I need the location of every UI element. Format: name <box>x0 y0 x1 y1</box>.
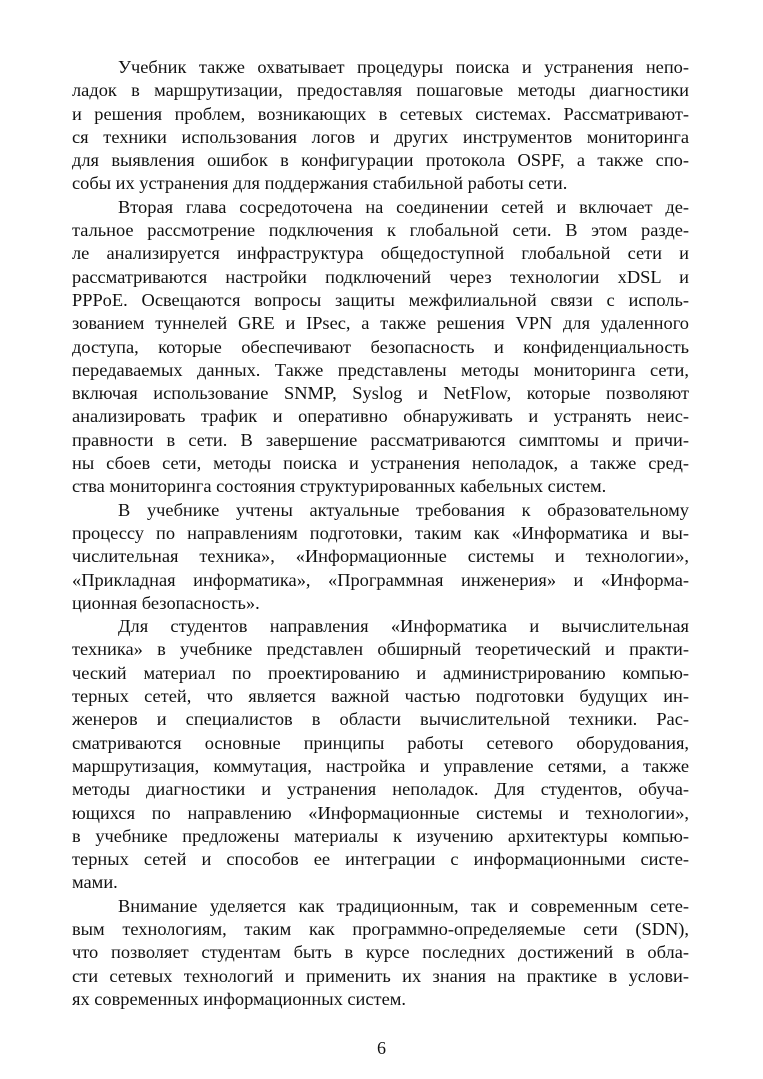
text-line: анализировать трафик и оперативно обнаруживать и устранять неис- <box>72 406 689 427</box>
paragraph-5 <box>72 895 689 1011</box>
text-line: В учебнике учтены актуальные требования к образовательному <box>118 499 689 520</box>
paragraph-1 <box>72 56 689 196</box>
text-line: методы диагностики и устранения неполадок. Для студентов, обуча- <box>72 779 689 800</box>
text-line: терных сетей, что является важной частью подготовки будущих ин- <box>72 686 689 707</box>
paragraph-3 <box>72 499 689 615</box>
text-line: доступа, которые обеспечивают безопасность и конфиденциальность <box>72 336 689 357</box>
page-number: 6 <box>377 1038 386 1058</box>
text-line: Учебник также охватывает процедуры поиска и устранения непо- <box>118 57 689 77</box>
text-line: терных сетей и способов ее интеграции с информационными систе- <box>72 849 689 870</box>
text-line: и решения проблем, возникающих в сетевых системах. Рассматривают- <box>72 103 689 124</box>
text-line: зованием туннелей GRE и IPsec, а также решения VPN для удаленного <box>72 313 689 334</box>
text-line: вым технологиям, таким как программно-определяемые сети (SDN), <box>72 918 689 939</box>
text-line: передаваемых данных. Также представлены методы мониторинга сети, <box>72 359 689 380</box>
text-line: ющихся по направлению «Информационные системы и технологии», <box>72 802 689 823</box>
text-line: мами. <box>72 872 118 893</box>
text-line: ле анализируется инфраструктура общедоступной глобальной сети и <box>72 243 689 264</box>
text-line: женеров и специалистов в области вычислительной техники. Рас- <box>72 709 689 730</box>
text-line: тальное рассмотрение подключения к глобальной сети. В этом разде- <box>72 220 689 241</box>
text-line: Внимание уделяется как традиционным, так и современным сете- <box>118 895 689 916</box>
text-line: для выявления ошибок в конфигурации протокола OSPF, а также спо- <box>72 150 689 171</box>
text-line: что позволяет студентам быть в курсе последних достижений в обла- <box>72 942 689 963</box>
text-line: Для студентов направления «Информатика и вычислительная <box>118 616 689 637</box>
text-line: рассматриваются настройки подключений через технологии xDSL и <box>72 266 689 287</box>
text-line: PPPoE. Освещаются вопросы защиты межфилиальной связи с исполь- <box>72 289 689 310</box>
text-line: в учебнике предложены материалы к изучению архитектуры компью- <box>72 825 689 846</box>
text-line: правности в сети. В завершение рассматриваются симптомы и причи- <box>72 429 689 450</box>
text-line: процессу по направлениям подготовки, таким как «Информатика и вы- <box>72 522 689 543</box>
text-line: маршрутизация, коммутация, настройка и управление сетями, а также <box>72 755 689 776</box>
paragraph-4 <box>72 615 689 895</box>
text-line: собы их устранения для поддержания стабильной работы сети. <box>72 173 568 194</box>
text-line: «Прикладная информатика», «Программная инженерия» и «Информа- <box>72 569 689 590</box>
text-line: числительная техника», «Информационные системы и технологии», <box>72 546 689 567</box>
text-line: сматриваются основные принципы работы сетевого оборудования, <box>72 732 689 753</box>
text-line: включая использование SNMP, Syslog и NetFlow, которые позволяют <box>72 383 689 404</box>
text-line: ны сбоев сети, методы поиска и устранения неполадок, а также сред- <box>72 453 689 474</box>
text-line: ческий материал по проектированию и администрированию компью- <box>72 662 689 683</box>
text-line: ся техники использования логов и других инструментов мониторинга <box>72 126 689 147</box>
paragraph-2 <box>72 196 689 499</box>
page-body <box>72 56 689 1011</box>
text-line: Вторая глава сосредоточена на соединении сетей и включает де- <box>118 196 689 217</box>
text-line: техника» в учебнике представлен обширный теоретический и практи- <box>72 639 689 660</box>
text-line: ях современных информационных систем. <box>72 988 406 1009</box>
text-line: сти сетевых технологий и применить их знания на практике в услови- <box>72 965 689 986</box>
text-line: ладок в маршрутизации, предоставляя пошаговые методы диагностики <box>72 80 689 101</box>
text-line: ства мониторинга состояния структурированных кабельных систем. <box>72 476 607 497</box>
text-line: ционная безопасность». <box>72 592 260 613</box>
